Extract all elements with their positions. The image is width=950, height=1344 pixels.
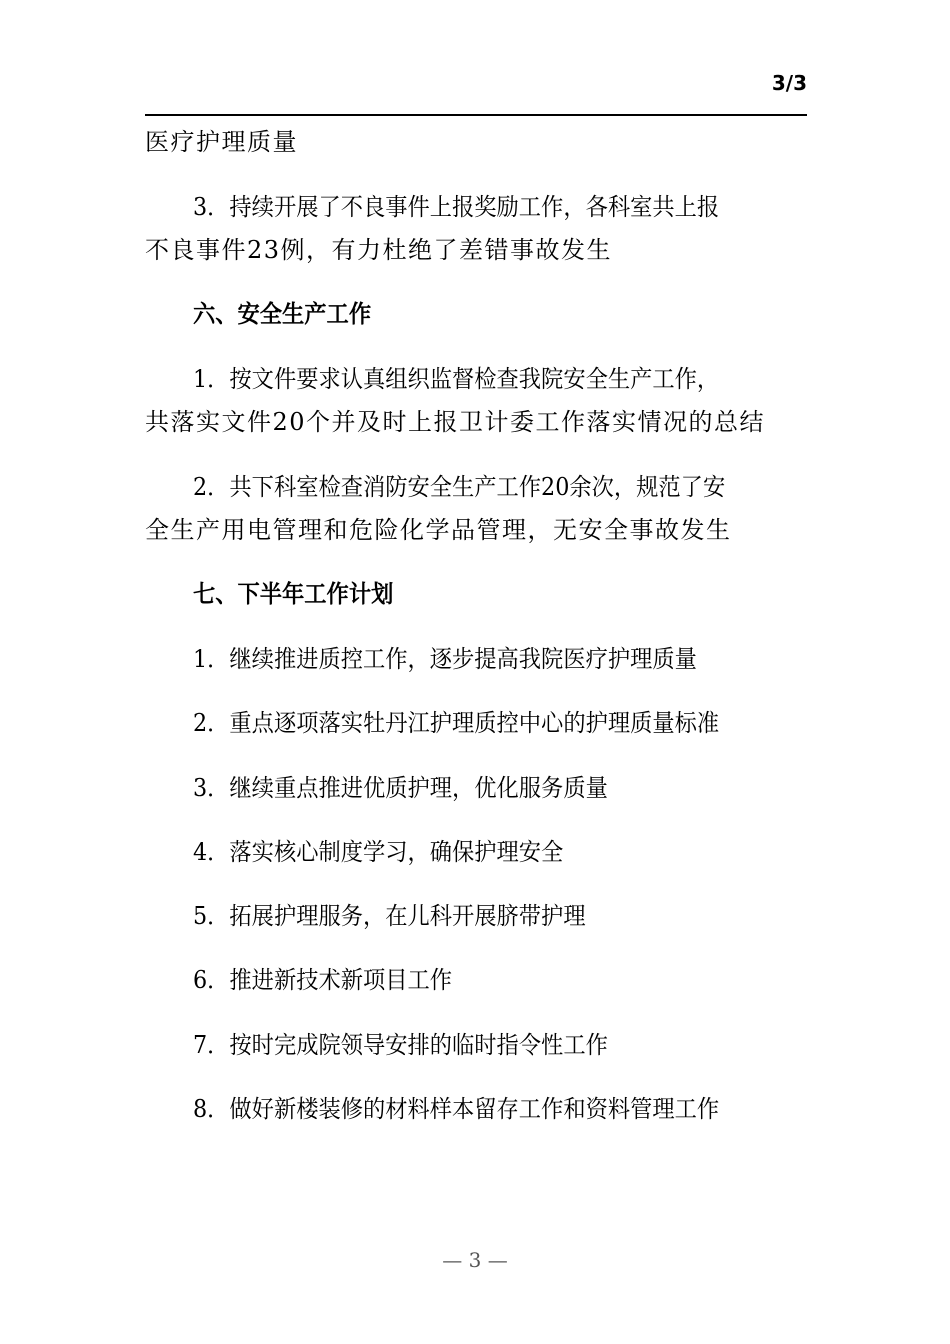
- list-item: 1．继续推进质控工作，逐步提高我院医疗护理质量: [193, 645, 697, 673]
- list-item: 7．按时完成院领导安排的临时指令性工作: [193, 1031, 608, 1059]
- list-item: 3．继续重点推进优质护理，优化服务质量: [193, 774, 608, 802]
- section-heading: 七、下半年工作计划: [193, 580, 394, 608]
- section-heading: 六、安全生产工作: [193, 300, 372, 328]
- page-count: 3/3: [771, 71, 807, 95]
- text-line: 医疗护理质量: [145, 128, 298, 156]
- list-item: 4．落实核心制度学习，确保护理安全: [193, 838, 564, 866]
- text-line: 全生产用电管理和危险化学品管理，无安全事故发生: [145, 516, 732, 544]
- text-line: 共落实文件20个并及时上报卫计委工作落实情况的总结: [145, 408, 766, 436]
- text-line: 3．持续开展了不良事件上报奖励工作，各科室共上报: [193, 193, 720, 221]
- list-item: 2．重点逐项落实牡丹江护理质控中心的护理质量标准: [193, 709, 720, 737]
- page-header: [145, 70, 807, 116]
- text-line: 不良事件23例，有力杜绝了差错事故发生: [145, 236, 613, 264]
- list-item: 8．做好新楼装修的材料样本留存工作和资料管理工作: [193, 1095, 720, 1123]
- text-line: 1．按文件要求认真组织监督检查我院安全生产工作，: [193, 365, 720, 393]
- list-item: 6．推进新技术新项目工作: [193, 966, 453, 994]
- page-number-footer: — 3 —: [442, 1248, 508, 1272]
- list-item: 5．拓展护理服务，在儿科开展脐带护理: [193, 902, 586, 930]
- text-line: 2．共下科室检查消防安全生产工作20余次，规范了安: [193, 473, 726, 501]
